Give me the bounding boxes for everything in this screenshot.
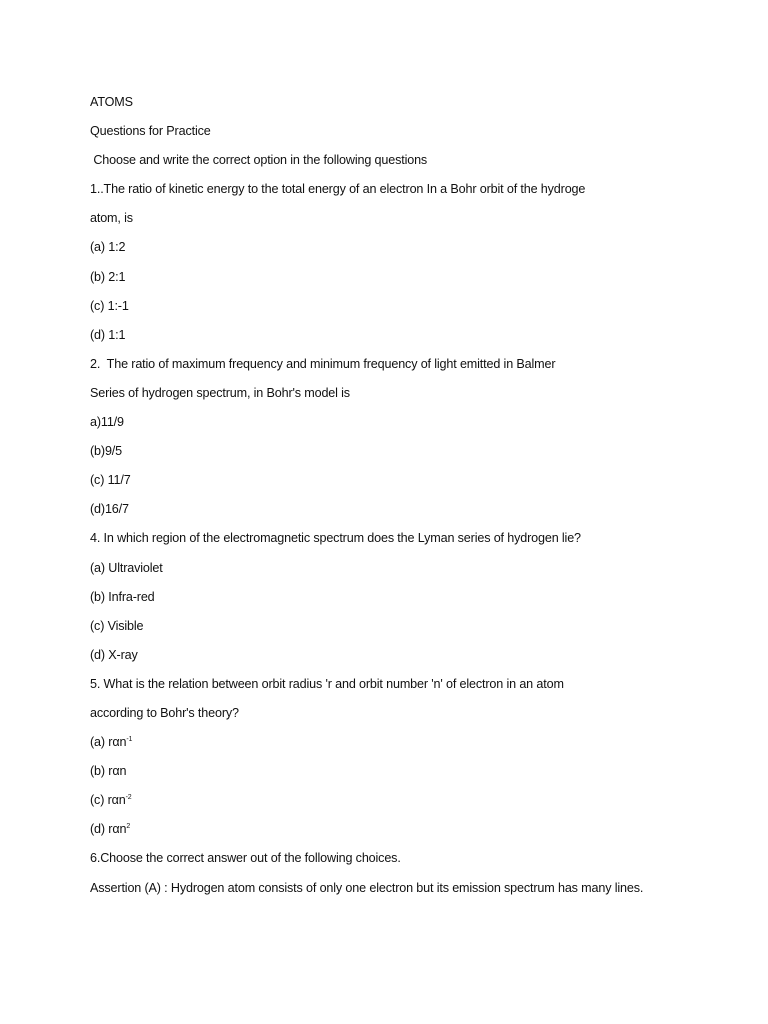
question-1-option-c: (c) 1:-1 [90,298,129,313]
question-2-text: 2. The ratio of maximum frequency and minimum frequency of light emitted in Balmer [90,356,556,371]
question-4-option-d: (d) X-ray [90,647,138,662]
question-5-option-a-base: (a) rαn [90,735,127,750]
question-4-option-b: (b) Infra-red [90,589,155,604]
question-1-text-cont: atom, is [90,211,133,226]
question-5-text: 5. What is the relation between orbit radius 'r and orbit number 'n' of electron in an atom [90,676,564,691]
document-subtitle: Questions for Practice [90,124,211,139]
question-6-text: 6.Choose the correct answer out of the following choices. [90,851,401,866]
question-5-option-c-base: (c) rαn [90,793,126,808]
question-1-option-d: (d) 1:1 [90,327,126,342]
question-5-option-d [90,818,730,847]
question-5-option-d-exponent: 2 [126,823,131,831]
question-4-option-a: (a) Ultraviolet [90,560,163,575]
question-4-option-c: (c) Visible [90,618,144,633]
question-1-text: 1..The ratio of kinetic energy to the total energy of an electron In a Bohr orbit of the hydroge [90,182,586,197]
question-5-text-cont: according to Bohr's theory? [90,705,239,720]
question-5-option-a-exponent: -1 [126,736,133,744]
document-page [90,91,730,906]
question-2-option-b: (b)9/5 [90,444,122,459]
question-2-text-cont: Series of hydrogen spectrum, in Bohr's model is [90,385,350,400]
question-6-assertion: Assertion (A) : Hydrogen atom consists of only one electron but its emission spectrum has many lines. [90,880,644,895]
document-title: ATOMS [90,95,133,109]
question-5-option-c-exponent: -2 [125,794,132,802]
question-2-option-c: (c) 11/7 [90,473,131,488]
question-5-option-d-base: (d) rαn [90,822,127,837]
question-5-option-b: (b) rαn [90,764,127,779]
question-4-text: 4. In which region of the electromagnetic spectrum does the Lyman series of hydrogen lie? [90,531,581,546]
question-5-option-a [90,731,730,760]
question-1-option-a: (a) 1:2 [90,240,126,255]
question-1-option-b: (b) 2:1 [90,269,126,284]
question-5-option-c [90,789,730,818]
instruction-text: Choose and write the correct option in the following questions [90,153,428,168]
question-2-option-a: a)11/9 [90,415,124,430]
question-2-option-d: (d)16/7 [90,502,129,517]
